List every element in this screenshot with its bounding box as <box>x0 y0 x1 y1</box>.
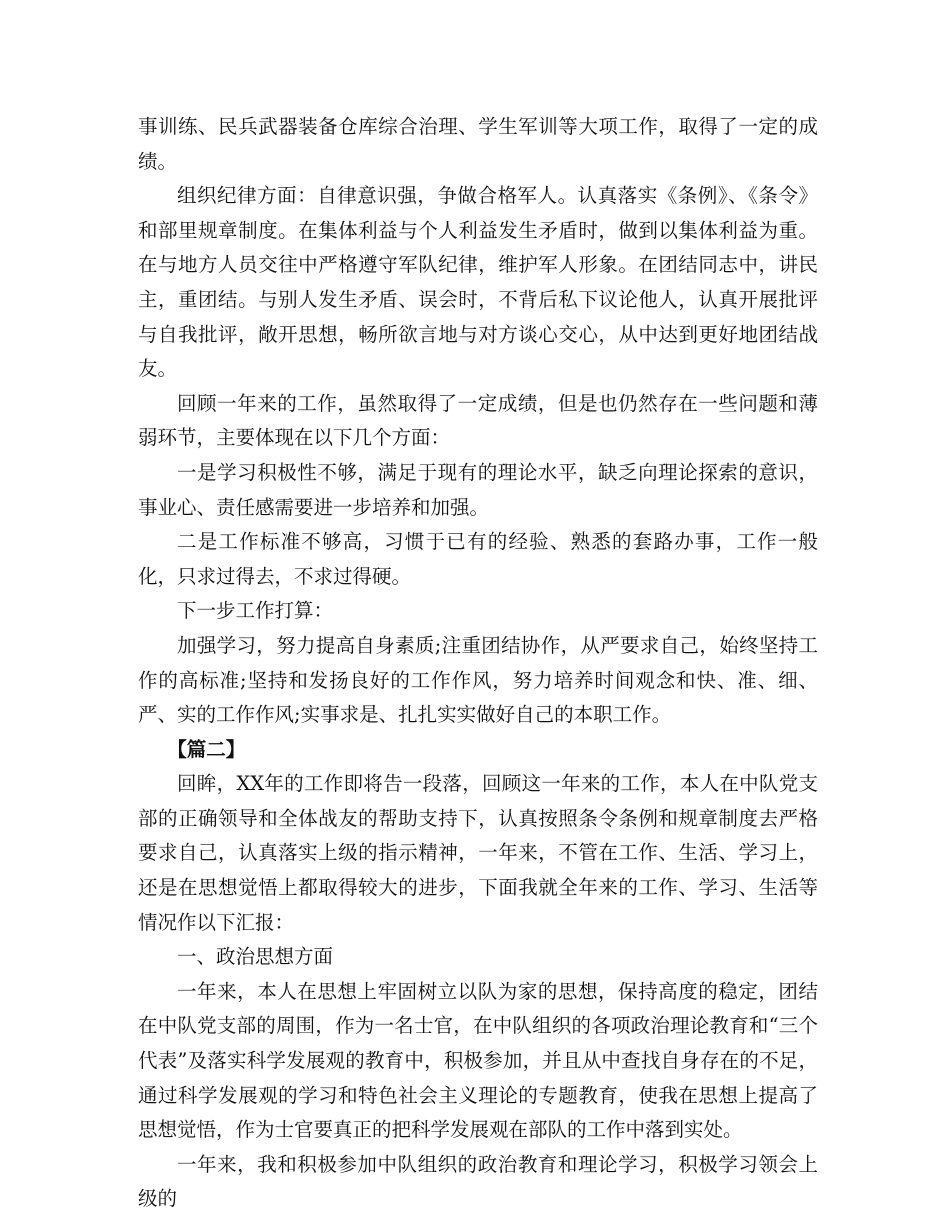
paragraph-discipline: 组织纪律方面：自律意识强，争做合格军人。认真落实《条例》、《条令》和部里规章制度。在集体利益与个人利益发生矛盾时，做到以集体利益为重。在与地方人员交往中严格遵守军队纪律，维护军人形象。在团结同志中，讲民主，重团结。与别人发生矛盾、误会时，不背后私下议论他人，认真开展批评与自我批评，敞开思想，畅所欲言地与对方谈心交心，从中达到更好地团结战友。 <box>138 184 818 381</box>
paragraph-review: 回顾一年来的工作，虽然取得了一定成绩，但是也仍然存在一些问题和薄弱环节，主要体现在以下几个方面： <box>138 391 818 450</box>
paragraph-study: 一年来，我和积极参加中队组织的政治教育和理论学习，积极学习领会上级的 <box>138 1152 818 1211</box>
paragraph-intro-part-two: 回眸，XX年的工作即将告一段落，回顾这一年来的工作，本人在中队党支部的正确领导和全体战友的帮助支持下，认真按照条令条例和规章制度去严格要求自己，认真落实上级的指示精神，一年来，不管在工作、生活、学习上，还是在思想觉悟上都取得较大的进步，下面我就全年来的工作、学习、生活等情况作以下汇报： <box>138 772 818 934</box>
section-heading-part-two: 【篇二】 <box>167 737 246 761</box>
paragraph-issue-one: 一是学习积极性不够，满足于现有的理论水平，缺乏向理论探索的意识，事业心、责任感需要进一步培养和加强。 <box>138 460 818 519</box>
paragraph-next-plan: 加强学习，努力提高自身素质;注重团结协作，从严要求自己，始终坚持工作的高标准;坚持和发扬良好的工作作风，努力培养时间观念和快、准、细、严、实的工作作风;实事求是、扎扎实实做好自己的本职工作。 <box>138 633 818 727</box>
paragraph-political-thought: 一年来，本人在思想上牢固树立以队为家的思想，保持高度的稳定，团结在中队党支部的周围，作为一名士官，在中队组织的各项政治理论教育和“三个代表”及落实科学发展观的教育中，积极参加，并且从中查找自身存在的不足，通过科学发展观的学习和特色社会主义理论的专题教育，使我在思想上提高了思想觉悟，作为士官要真正的把科学发展观在部队的工作中落到实处。 <box>138 979 818 1142</box>
paragraph-next-plan-heading: 下一步工作打算： <box>177 599 334 623</box>
subheading-political-thought: 一、政治思想方面 <box>177 945 334 969</box>
paragraph-continuation: 事训练、民兵武器装备仓库综合治理、学生军训等大项工作，取得了一定的成绩。 <box>138 115 818 173</box>
document-body <box>138 110 818 1217</box>
paragraph-issue-two: 二是工作标准不够高，习惯于已有的经验、熟悉的套路办事，工作一般化，只求过得去，不求过得硬。 <box>138 530 818 588</box>
